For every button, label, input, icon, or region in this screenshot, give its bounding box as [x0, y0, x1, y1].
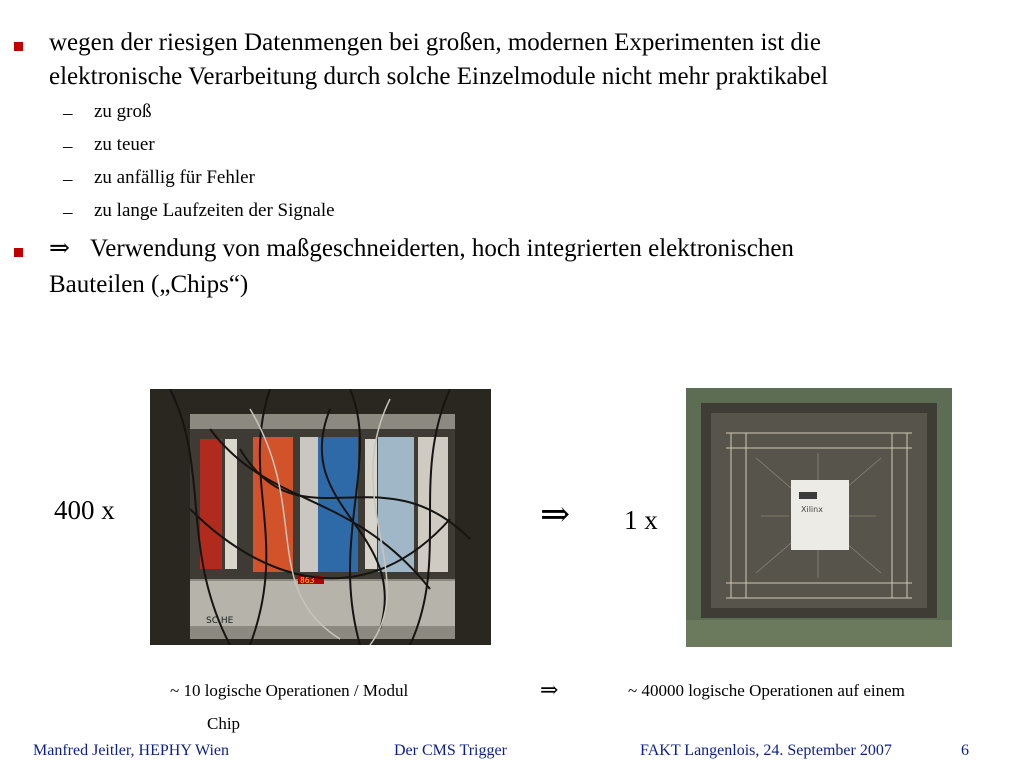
electronics-rack-photo [150, 389, 491, 645]
caption-right: ~ 40000 logische Operationen auf einem [628, 681, 905, 700]
bullet-1-line-2: elektronische Verarbeitung durch solche Einzelmodule nicht mehr praktikabel [49, 63, 829, 90]
footer-author: Manfred Jeitler, HEPHY Wien [33, 742, 229, 759]
caption-arrow: ⇒ [540, 677, 559, 702]
chip-illustration [686, 388, 952, 647]
footer-page-number: 6 [961, 742, 969, 759]
bullet-2-line-1: Verwendung von maßgeschneiderten, hoch integrierten elektronischen [90, 235, 794, 262]
implies-arrow: ⇒ [49, 235, 70, 262]
subitem-1: zu groß [94, 101, 152, 122]
dash-icon: – [63, 202, 73, 223]
implies-arrow-large: ⇒ [540, 494, 571, 534]
module-count: 400 x [54, 495, 115, 525]
bullet-2-line-2: Bauteilen („Chips“) [49, 271, 249, 298]
chip-marking-text: Xilinx [801, 505, 823, 514]
chip-count: 1 x [624, 505, 658, 535]
rack-label-text: SC HE [206, 616, 234, 626]
bullet-1-line-1: wegen der riesigen Datenmengen bei großen, modernen Experimenten ist die [49, 29, 821, 56]
chip-board-photo [686, 388, 952, 647]
subitem-3: zu anfällig für Fehler [94, 167, 255, 188]
subitem-4: zu lange Laufzeiten der Signale [94, 200, 335, 221]
bullet-square-icon [14, 42, 23, 51]
subitem-2: zu teuer [94, 134, 155, 155]
footer-title: Der CMS Trigger [394, 742, 507, 759]
dash-icon: – [63, 103, 73, 124]
caption-left: ~ 10 logische Operationen / Modul [170, 681, 409, 700]
caption-right-continued: Chip [207, 714, 241, 733]
footer-event: FAKT Langenlois, 24. September 2007 [640, 742, 892, 759]
dash-icon: – [63, 169, 73, 190]
bullet-square-icon [14, 248, 23, 257]
dash-icon: – [63, 136, 73, 157]
rack-display-text: 863 [300, 576, 315, 585]
rack-illustration [150, 389, 491, 645]
